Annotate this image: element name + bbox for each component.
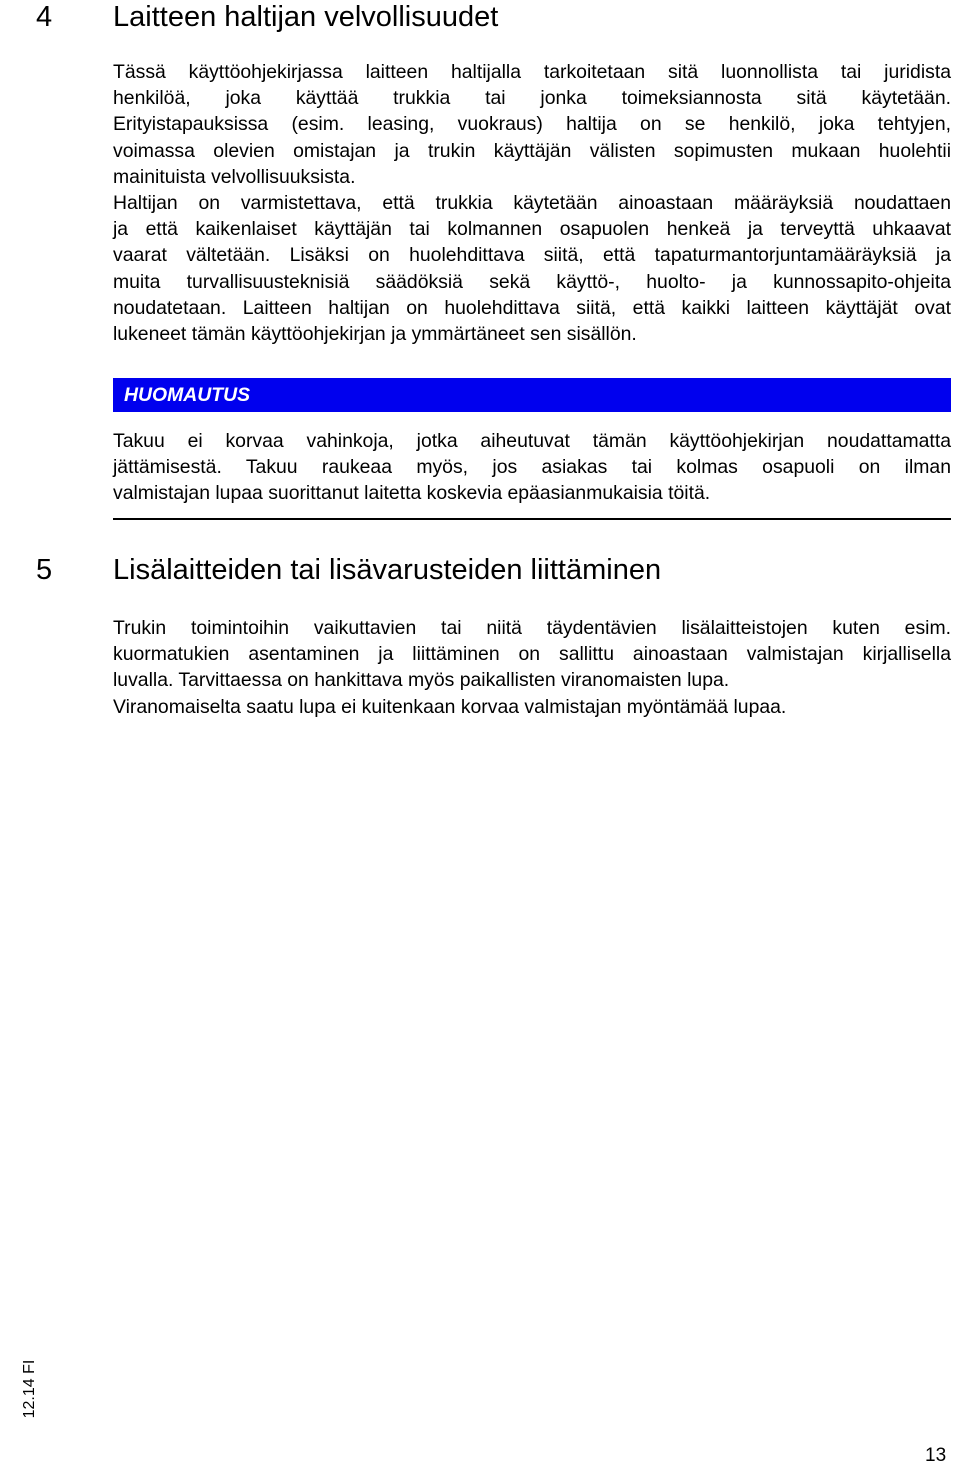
paragraph-line: ja että kaikenlaiset käyttäjän tai kolmannen osapuolen henkeä ja terveyttä uhkaavat <box>113 218 951 241</box>
notice-divider <box>113 518 951 520</box>
paragraph-line: Tässä käyttöohjekirjassa laitteen haltijalla tarkoitetaan sitä luonnollista tai juridista <box>113 61 951 83</box>
page-number: 13 <box>925 1445 947 1466</box>
paragraph-line: mainituista velvollisuuksista. <box>113 165 356 188</box>
paragraph-line: Erityistapauksissa (esim. leasing, vuokraus) haltija on se henkilö, joka tehtyjen, <box>113 113 951 136</box>
paragraph-line: muita turvallisuusteknisiä säädöksiä sekä käyttö-, huolto- ja kunnossapito-ohjeita <box>113 270 951 293</box>
section-5-number: 5 <box>36 554 53 586</box>
paragraph-line: luvalla. Tarvittaessa on hankittava myös paikallisten viranomaisten lupa. <box>113 669 730 692</box>
notice-line: jättämisestä. Takuu raukeaa myös, jos asiakas tai kolmas osapuoli on ilman <box>113 456 951 479</box>
notice-text <box>113 428 951 507</box>
paragraph-line: voimassa olevien omistajan ja trukin käyttäjän välisten sopimusten mukaan huolehtii <box>113 139 951 162</box>
notice-line: Takuu ei korvaa vahinkoja, jotka aiheutuvat tämän käyttöohjekirjan noudattamatta <box>113 430 951 452</box>
paragraph-line: kuormatukien asentaminen ja liittäminen on sallittu ainoastaan valmistajan kirjallisella <box>113 643 951 666</box>
section-4-title: Laitteen haltijan velvollisuudet <box>113 1 499 33</box>
paragraph-line: Haltijan on varmistettava, että trukkia käytetään ainoastaan määräyksiä noudattaen <box>113 192 951 215</box>
section-4-number: 4 <box>36 1 53 33</box>
paragraph-line: noudatetaan. Laitteen haltijan on huolehdittava siitä, että kaikki laitteen käyttäjät ovat <box>113 296 951 319</box>
notice-banner <box>113 378 951 412</box>
paragraph-line: lukeneet tämän käyttöohjekirjan ja ymmärtäneet sen sisällön. <box>113 323 637 346</box>
paragraph-line: henkilöä, joka käyttää trukkia tai jonka toimeksiannosta sitä käytetään. <box>113 87 951 110</box>
notice-line: valmistajan lupaa suorittanut laitetta koskevia epäasianmukaisia töitä. <box>113 482 711 505</box>
paragraph-line: Viranomaiselta saatu lupa ei kuitenkaan korvaa valmistajan myöntämää lupaa. <box>113 695 787 718</box>
footer-date-language: 12.14 FI <box>21 1359 38 1419</box>
paragraph-line: Trukin toimintoihin vaikuttavien tai niitä täydentävien lisälaitteistojen kuten esim. <box>113 617 951 639</box>
section-5-paragraph <box>113 615 951 720</box>
paragraph-line: vaarat vältetään. Lisäksi on huolehdittava siitä, että tapaturmantorjuntamääräyksiä ja <box>113 244 951 267</box>
section-5-title: Lisälaitteiden tai lisävarusteiden liittäminen <box>113 554 662 586</box>
notice-label: HUOMAUTUS <box>124 384 251 406</box>
section-4-paragraph <box>113 59 951 347</box>
